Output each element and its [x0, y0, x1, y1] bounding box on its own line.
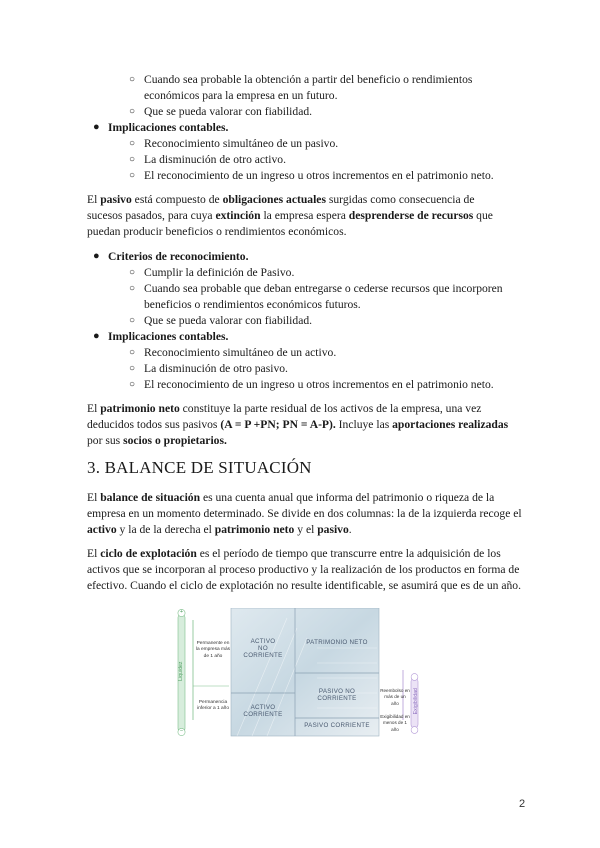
section-title: 3. BALANCE DE SITUACIÓN: [87, 458, 312, 477]
list-heading: Implicaciones contables.: [108, 121, 229, 134]
list-item: Reconocimiento simultáneo de un activo.: [144, 346, 337, 359]
list-item: Que se pueda valorar con fiabilidad.: [144, 314, 313, 327]
paragraph-line: por sus socios o propietarios.: [87, 434, 227, 447]
list-item: El reconocimiento de un ingreso u otros incrementos en el patrimonio neto.: [144, 378, 494, 391]
paragraph-line: El pasivo está compuesto de obligaciones actuales surgidas como consecuencia de: [87, 193, 475, 206]
list-item: Cumplir la definición de Pasivo.: [144, 266, 295, 279]
note-current-asset: Permanencia inferior a 1 año: [197, 700, 229, 712]
note-current-liability: Exigibilidad en menos de 1 año: [380, 714, 410, 732]
liquidity-label: Liquidez: [177, 661, 184, 681]
list-heading: Criterios de reconocimiento.: [108, 250, 249, 263]
cell-pasivo-no-corriente: PASIVO NO CORRIENTE: [317, 688, 357, 702]
disc-bullet-icon: ●: [93, 250, 100, 262]
list-item: La disminución de otro pasivo.: [144, 362, 288, 375]
circle-bullet-icon: ○: [129, 315, 136, 326]
list-item: Cuando sea probable la obtención a partir del beneficio o rendimientos: [144, 73, 473, 86]
cell-patrimonio-neto: PATRIMONIO NETO: [306, 639, 368, 646]
plus-icon: +: [179, 609, 184, 615]
list-item: Que se pueda valorar con fiabilidad.: [144, 105, 313, 118]
balance-diagram: [177, 608, 434, 740]
cell-activo-no-corriente: ACTIVO NO CORRIENTE: [243, 638, 283, 659]
minus-icon: −: [179, 728, 184, 734]
list-heading: Implicaciones contables.: [108, 330, 229, 343]
paragraph-line: empresa en un momento determinado. Se divide en dos columnas: la de la izquierda recoge el: [87, 507, 522, 520]
circle-bullet-icon: ○: [129, 106, 136, 117]
note-noncurrent-liability: Reembolso en más de un año: [380, 688, 410, 706]
circle-bullet-icon: ○: [129, 363, 136, 374]
list-item: Cuando sea probable que deban entregarse o cederse recursos que incorporen: [144, 282, 503, 295]
paragraph-line: efectivo. Cuando el ciclo de explotación no resulte identificable, se asumirá que es de un año.: [87, 579, 521, 592]
paragraph-line: El ciclo de explotación es el período de tiempo que transcurre entre la adquisición de los: [87, 547, 501, 560]
circle-bullet-icon: ○: [129, 154, 136, 165]
list-item: La disminución de otro activo.: [144, 153, 286, 166]
circle-bullet-icon: ○: [129, 347, 136, 358]
cell-pasivo-corriente: PASIVO CORRIENTE: [304, 722, 370, 729]
paragraph-line: deducidos todos sus pasivos (A = P +PN; PN = A-P). Incluye las aportaciones realizadas: [87, 418, 509, 431]
exigibility-label: Exigibilidad: [412, 688, 419, 715]
cell-activo-corriente: ACTIVO CORRIENTE: [243, 704, 283, 718]
list-item: Reconocimiento simultáneo de un pasivo.: [144, 137, 339, 150]
paragraph-line: El patrimonio neto constituye la parte residual de los activos de la empresa, una vez: [87, 402, 482, 415]
paragraph-line: activo y la de la derecha el patrimonio neto y el pasivo.: [87, 523, 352, 536]
circle-bullet-icon: ○: [129, 379, 136, 390]
circle-bullet-icon: ○: [129, 267, 136, 278]
circle-bullet-icon: ○: [129, 74, 136, 85]
page-number: 2: [519, 798, 526, 810]
disc-bullet-icon: ●: [93, 330, 100, 342]
circle-bullet-icon: ○: [129, 283, 136, 294]
paragraph-line: El balance de situación es una cuenta anual que informa del patrimonio o riqueza de la: [87, 491, 495, 504]
list-item: económicos para la empresa en un futuro.: [144, 89, 338, 102]
paragraph-line: sucesos pasados, para cuya extinción la empresa espera desprenderse de recursos que: [87, 209, 493, 222]
list-item: El reconocimiento de un ingreso u otros incrementos en el patrimonio neto.: [144, 169, 494, 182]
list-item: beneficios o rendimientos económicos futuros.: [144, 298, 361, 311]
paragraph-line: puedan producir beneficios o rendimientos económicos.: [87, 225, 347, 238]
circle-bullet-icon: ○: [129, 138, 136, 149]
paragraph-line: activos que se incorporan al proceso productivo y la realización de los productos en forma de: [87, 563, 520, 576]
circle-bullet-icon: ○: [129, 170, 136, 181]
disc-bullet-icon: ●: [93, 121, 100, 133]
note-noncurrent-asset: Permanente en la empresa más de 1 año: [195, 641, 231, 659]
